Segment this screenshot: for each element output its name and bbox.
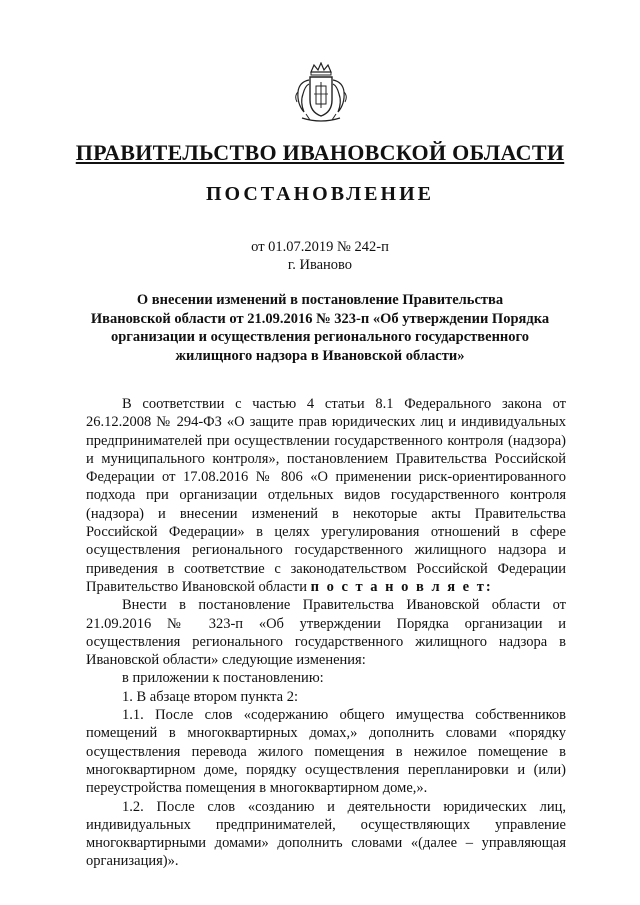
paragraph-item-1: 1. В абзаце втором пункта 2:	[122, 688, 298, 705]
preamble-text: В соответствии с частью 4 статьи 8.1 Федерального закона от 26.12.2008 № 294-ФЗ «О защите прав юридических лиц и индивидуальных предпринимателей при осуществлении государственного контроля (надзора) и муниципального контроля», постановлением Правительства Российской Федерации от 17.08.2016 № 806 «О применении риск-ориентированного подхода при организации отдельных видов государственного контроля (надзора) и внесении изменений в некоторые акты Правительства Российской Федерации» в целях урегулирования отношений в сфере осуществления регионального государственного жилищного надзора и приведения в соответствие с законодательством Российской Федерации Правительство Ивановской области	[86, 396, 566, 595]
paragraph-item-1-1: 1.1. После слов «содержанию общего имущества собственников помещений в многоквартирных домах,» дополнить словами «порядку осуществления перевода жилого помещения в нежилое помещение в многоквартирном доме, порядку осуществления перепланировки и (или) переустройства помещения в многоквартирном доме,».	[86, 707, 566, 797]
document-title	[80, 291, 560, 365]
document-body	[86, 395, 566, 871]
date-number-block	[60, 238, 580, 274]
title-line: О внесении изменений в постановление Правительства	[136, 292, 504, 308]
city: г. Иваново	[287, 257, 353, 273]
title-line: жилищного надзора в Ивановской области»	[175, 347, 465, 364]
title-line: Ивановской области от 21.09.2016 № 323-п «Об утверждении Порядка	[90, 310, 550, 327]
paragraph-amend: Внести в постановление Правительства Ивановской области от 21.09.2016 № 323-п «Об утверждении Порядка организации и осуществления регионального государственного жилищного надзора в Ивановской области» следующие изменения:	[86, 597, 566, 669]
document-type: ПОСТАНОВЛЕНИЕ	[206, 183, 434, 205]
paragraph-appendix: в приложении к постановлению:	[122, 670, 324, 687]
organization-name: ПРАВИТЕЛЬСТВО ИВАНОВСКОЙ ОБЛАСТИ	[75, 140, 565, 165]
paragraph-preamble	[86, 395, 566, 596]
ivanovo-coat-of-arms-icon	[294, 62, 348, 124]
date-number: от 01.07.2019 № 242-п	[251, 239, 389, 255]
paragraph-item-1-2: 1.2. После слов «созданию и деятельности юридических лиц, индивидуальных предпринимателей, осуществляющих управление многоквартирными домами» дополнить словами «(далее – управляющая организация)».	[86, 798, 566, 870]
resolves-word: п о с т а н о в л я е т:	[310, 578, 493, 595]
title-line: организации и осуществления регионального государственного	[110, 329, 530, 345]
